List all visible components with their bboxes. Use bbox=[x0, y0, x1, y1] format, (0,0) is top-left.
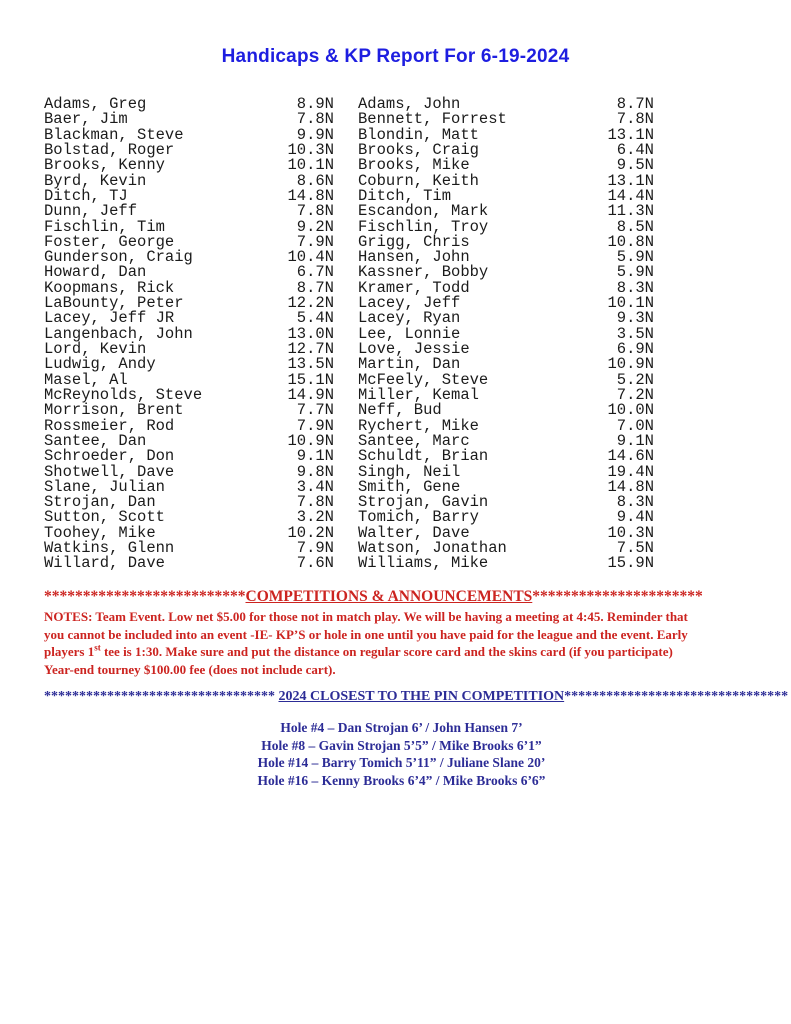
player-handicap: 7.7N bbox=[296, 401, 334, 420]
player-name: Blondin, Matt bbox=[358, 125, 479, 144]
player-name: Slane, Julian bbox=[44, 477, 165, 496]
report-title: Handicaps & KP Report For 6-19-2024 bbox=[221, 46, 570, 67]
player-handicap: 14.6N bbox=[607, 447, 654, 466]
player-name: Miller, Kemal bbox=[358, 385, 479, 404]
player-name: Gunderson, Craig bbox=[44, 248, 193, 267]
player-handicap: 5.9N bbox=[616, 248, 654, 267]
player-name: Byrd, Kevin bbox=[44, 171, 147, 190]
player-handicap: 9.1N bbox=[616, 431, 654, 450]
player-name: Fischlin, Troy bbox=[358, 217, 489, 236]
player-name: LaBounty, Peter bbox=[44, 294, 184, 313]
player-handicap: 10.9N bbox=[287, 431, 334, 450]
player-handicap: 12.2N bbox=[287, 294, 334, 313]
player-name: Love, Jessie bbox=[358, 340, 470, 358]
player-handicap: 14.8N bbox=[607, 477, 654, 496]
player-handicap: 5.9N bbox=[616, 263, 654, 282]
player-name: Singh, Neil bbox=[358, 462, 461, 481]
announcements-header bbox=[44, 588, 764, 606]
player-name: Lacey, Jeff JR bbox=[44, 309, 175, 328]
player-handicap: 19.4N bbox=[607, 462, 654, 481]
player-handicap: 9.5N bbox=[616, 156, 654, 175]
kp-results bbox=[44, 719, 759, 789]
player-name: McReynolds, Steve bbox=[44, 385, 203, 404]
player-handicap: 7.9N bbox=[296, 539, 334, 558]
player-name: Smith, Gene bbox=[358, 477, 461, 496]
player-handicap: 5.4N bbox=[296, 309, 334, 328]
player-name: McFeely, Steve bbox=[358, 370, 489, 389]
player-handicap: 7.0N bbox=[616, 416, 654, 435]
player-handicap: 7.9N bbox=[296, 232, 334, 251]
player-handicap: 6.9N bbox=[616, 340, 654, 358]
player-name: Coburn, Keith bbox=[358, 171, 479, 190]
player-handicap: 8.6N bbox=[296, 171, 334, 190]
handicap-column-left bbox=[44, 97, 334, 572]
player-name: Kassner, Bobby bbox=[358, 263, 489, 282]
player-handicap: 7.6N bbox=[296, 554, 334, 573]
player-name: Ditch, TJ bbox=[44, 186, 128, 205]
player-name: Masel, Al bbox=[44, 370, 128, 389]
handicap-list bbox=[44, 97, 654, 572]
player-name: Hansen, John bbox=[358, 248, 470, 267]
player-handicap: 3.4N bbox=[296, 477, 334, 496]
player-name: Kramer, Todd bbox=[358, 278, 470, 297]
player-name: Toohey, Mike bbox=[44, 523, 156, 542]
player-handicap: 7.5N bbox=[616, 539, 654, 558]
player-name: Koopmans, Rick bbox=[44, 278, 175, 297]
player-handicap: 10.3N bbox=[287, 140, 334, 159]
kp-stars-left: ********************************* bbox=[44, 689, 279, 704]
player-name: Foster, George bbox=[44, 232, 175, 251]
player-handicap: 6.7N bbox=[296, 263, 334, 282]
player-handicap: 8.3N bbox=[616, 493, 654, 512]
player-row bbox=[358, 556, 654, 571]
player-handicap: 13.5N bbox=[287, 355, 334, 374]
player-name: Lacey, Ryan bbox=[358, 309, 461, 328]
player-handicap: 9.3N bbox=[616, 309, 654, 328]
player-handicap: 3.2N bbox=[296, 508, 334, 527]
player-handicap: 6.4N bbox=[616, 140, 654, 159]
player-handicap: 8.5N bbox=[616, 217, 654, 236]
player-name: Watkins, Glenn bbox=[44, 539, 175, 558]
kp-header bbox=[44, 688, 789, 706]
announcements-section bbox=[44, 588, 764, 678]
player-handicap: 14.9N bbox=[287, 385, 334, 404]
player-name: Williams, Mike bbox=[358, 554, 489, 573]
player-name: Brooks, Kenny bbox=[44, 156, 165, 175]
player-handicap: 11.3N bbox=[607, 202, 654, 221]
note-line: you cannot be included into an event -IE- KP’S or hole in one until you have paid for the league and the event. Early bbox=[44, 626, 688, 642]
player-handicap: 8.3N bbox=[616, 278, 654, 297]
player-handicap: 9.4N bbox=[616, 508, 654, 527]
player-handicap: 9.8N bbox=[296, 462, 334, 481]
player-name: Lacey, Jeff bbox=[358, 294, 461, 313]
player-name: Grigg, Chris bbox=[358, 232, 470, 251]
kp-result-line: Hole #4 – Dan Strojan 6’ / John Hansen 7’ bbox=[280, 720, 523, 735]
player-name: Escandon, Mark bbox=[358, 202, 489, 221]
note-line: players 1st tee is 1:30. Make sure and put the distance on regular score card and the skins card (if you participate) bbox=[44, 642, 673, 660]
kp-section bbox=[44, 688, 789, 789]
announcements-heading: COMPETITIONS & ANNOUNCEMENTS bbox=[245, 588, 533, 605]
player-name: Strojan, Dan bbox=[44, 493, 156, 512]
player-name: Howard, Dan bbox=[44, 263, 147, 282]
kp-result-line: Hole #16 – Kenny Brooks 6’4” / Mike Brooks 6’6” bbox=[257, 772, 546, 788]
kp-result-line: Hole #14 – Barry Tomich 5’11” / Juliane Slane 20’ bbox=[257, 755, 546, 770]
kp-heading: 2024 CLOSEST TO THE PIN COMPETITION bbox=[278, 689, 565, 704]
player-handicap: 10.8N bbox=[607, 232, 654, 251]
player-handicap: 7.8N bbox=[296, 110, 334, 129]
player-name: Watson, Jonathan bbox=[358, 539, 507, 558]
player-row bbox=[44, 556, 334, 571]
player-name: Lee, Lonnie bbox=[358, 324, 461, 343]
player-handicap: 13.0N bbox=[287, 324, 334, 343]
player-name: Blackman, Steve bbox=[44, 125, 184, 144]
player-handicap: 10.3N bbox=[607, 523, 654, 542]
player-name: Sutton, Scott bbox=[44, 508, 165, 527]
player-handicap: 7.2N bbox=[616, 385, 654, 404]
player-name: Rossmeier, Rod bbox=[44, 416, 175, 435]
player-handicap: 7.8N bbox=[296, 493, 334, 512]
player-handicap: 13.1N bbox=[607, 125, 654, 144]
player-name: Strojan, Gavin bbox=[358, 493, 489, 512]
player-handicap: 15.9N bbox=[607, 554, 654, 573]
player-name: Brooks, Mike bbox=[358, 156, 470, 175]
player-name: Dunn, Jeff bbox=[44, 202, 138, 221]
player-handicap: 12.7N bbox=[287, 340, 334, 358]
player-name: Baer, Jim bbox=[44, 110, 128, 129]
player-handicap: 10.1N bbox=[287, 156, 334, 175]
player-name: Ditch, Tim bbox=[358, 186, 452, 205]
player-handicap: 13.1N bbox=[607, 171, 654, 190]
player-name: Fischlin, Tim bbox=[44, 217, 165, 236]
player-name: Bolstad, Roger bbox=[44, 140, 175, 159]
note-line: NOTES: Team Event. Low net $5.00 for those not in match play. We will be having a meeting at 4:45. Reminder that bbox=[44, 609, 688, 624]
player-name: Lord, Kevin bbox=[44, 340, 147, 358]
player-handicap: 10.0N bbox=[607, 401, 654, 420]
player-name: Adams, John bbox=[358, 95, 461, 113]
player-handicap: 7.8N bbox=[616, 110, 654, 129]
player-handicap: 8.9N bbox=[296, 95, 334, 113]
announcements-stars-left: ************************** bbox=[44, 588, 246, 605]
player-handicap: 7.9N bbox=[296, 416, 334, 435]
player-name: Schuldt, Brian bbox=[358, 447, 489, 466]
player-name: Shotwell, Dave bbox=[44, 462, 175, 481]
handicap-column-right bbox=[358, 97, 654, 572]
player-handicap: 9.9N bbox=[296, 125, 334, 144]
player-handicap: 7.8N bbox=[296, 202, 334, 221]
player-name: Adams, Greg bbox=[44, 95, 147, 113]
player-handicap: 10.9N bbox=[607, 355, 654, 374]
announcements-stars-right: ********************** bbox=[532, 588, 703, 605]
player-handicap: 14.4N bbox=[607, 186, 654, 205]
player-handicap: 10.2N bbox=[287, 523, 334, 542]
note-line: Year-end tourney $100.00 fee (does not include cart). bbox=[44, 661, 336, 677]
player-handicap: 8.7N bbox=[616, 95, 654, 113]
player-name: Walter, Dave bbox=[358, 523, 470, 542]
player-handicap: 9.2N bbox=[296, 217, 334, 236]
player-handicap: 5.2N bbox=[616, 370, 654, 389]
player-handicap: 10.1N bbox=[607, 294, 654, 313]
player-name: Willard, Dave bbox=[44, 554, 165, 573]
player-name: Rychert, Mike bbox=[358, 416, 479, 435]
player-name: Martin, Dan bbox=[358, 355, 461, 374]
player-handicap: 15.1N bbox=[287, 370, 334, 389]
player-handicap: 3.5N bbox=[616, 324, 654, 343]
player-name: Santee, Marc bbox=[358, 431, 470, 450]
player-name: Neff, Bud bbox=[358, 401, 442, 420]
player-name: Ludwig, Andy bbox=[44, 355, 156, 374]
player-name: Langenbach, John bbox=[44, 324, 193, 343]
player-name: Bennett, Forrest bbox=[358, 110, 507, 129]
player-name: Schroeder, Don bbox=[44, 447, 175, 466]
kp-result-line: Hole #8 – Gavin Strojan 5’5” / Mike Brooks 6’1” bbox=[261, 737, 542, 753]
player-handicap: 14.8N bbox=[287, 186, 334, 205]
player-name: Santee, Dan bbox=[44, 431, 147, 450]
player-name: Tomich, Barry bbox=[358, 508, 479, 527]
player-handicap: 8.7N bbox=[296, 278, 334, 297]
kp-stars-right: ******************************** bbox=[564, 689, 789, 704]
player-handicap: 9.1N bbox=[296, 447, 334, 466]
player-handicap: 10.4N bbox=[287, 248, 334, 267]
player-name: Brooks, Craig bbox=[358, 140, 479, 159]
notes-text bbox=[44, 608, 764, 678]
player-name: Morrison, Brent bbox=[44, 401, 184, 420]
